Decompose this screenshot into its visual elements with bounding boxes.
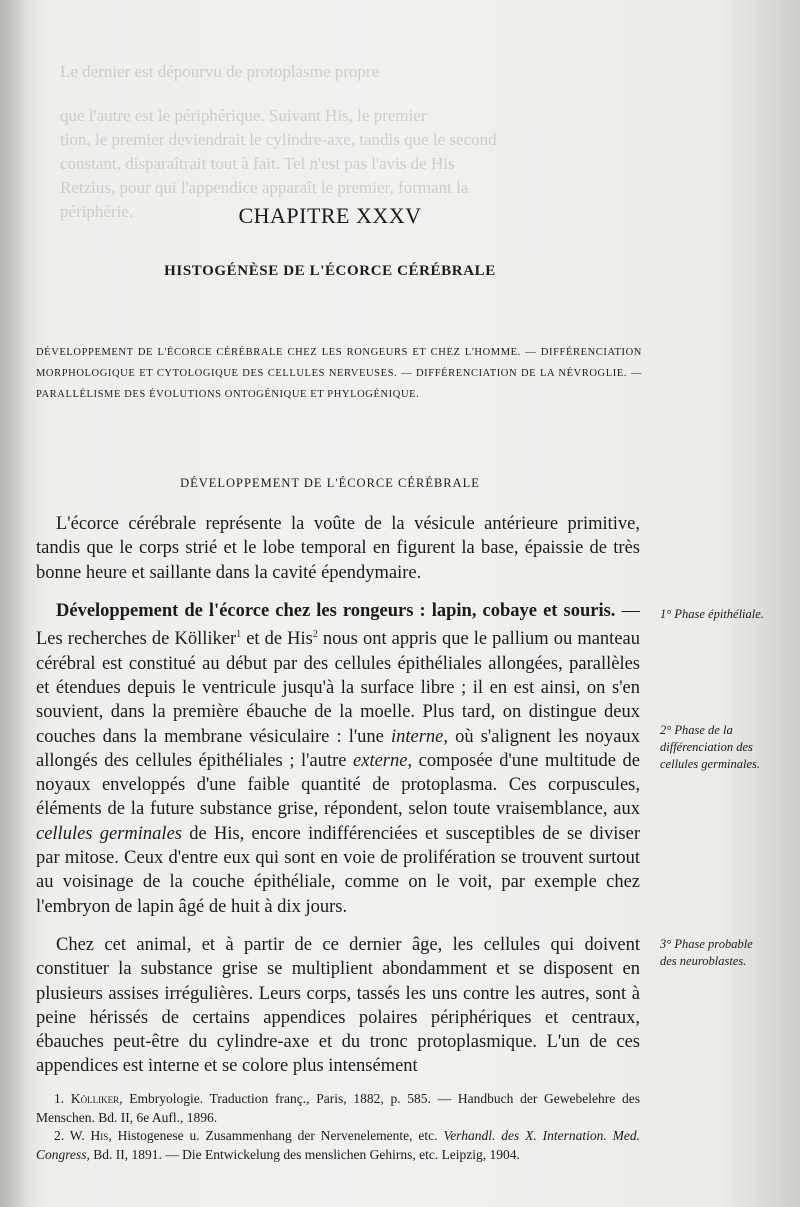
footnote-author: His xyxy=(90,1128,109,1143)
binding-shadow xyxy=(0,0,30,1207)
chapter-summary: DÉVELOPPEMENT DE L'ÉCORCE CÉRÉBRALE CHEZ LES RONGEURS ET CHEZ L'HOMME. — DIFFÉRENCIATION MORPHOLOGIQUE ET CYTOLOGIQUE DES CELLULES NERVEUSES. — DIFFÉRENCIATION DE LA NÉVROGLIE. — PARALLÉLISME DES ÉVOLUTIONS ONTOGÉNIQUE ET PHYLOGÉNIQUE. xyxy=(36,347,642,400)
footnote-number: 1. xyxy=(54,1091,71,1106)
term-germinales: cellules germinales xyxy=(36,823,182,844)
footnote-ref: 1 xyxy=(236,629,242,641)
marginal-note: 2° Phase de la différenciation des cellules germinales. xyxy=(660,723,760,771)
paragraph xyxy=(36,599,640,919)
footnote-text: , Embryologie. Traduction franç., Paris, 1882, p. 585. — Handbuch der Gewebelehre des Menschen. Bd. II, 6e Aufl., 1896. xyxy=(36,1091,640,1125)
bleed-through-line: que l'autre est le périphérique. Suivant His, le premier xyxy=(60,106,427,125)
term-interne: interne xyxy=(390,726,444,747)
text-run: — Les recherches de Kölliker xyxy=(36,600,640,650)
footnote-text: , Bd. II, 1891. — Die Entwickelung des menslichen Gehirns, etc. Leipzig, 1904. xyxy=(86,1146,520,1162)
footnote-author: Kölliker xyxy=(70,1091,120,1106)
footnote-ref: 2 xyxy=(312,629,318,641)
footnote xyxy=(36,1090,640,1127)
bleed-through-line: Le dernier est dépourvu de protoplasme propre xyxy=(60,62,380,81)
bleed-through-line: Retzius, pour qui l'appendice apparaît le premier, formant la xyxy=(60,178,469,197)
footnote-journal: Verhandl. des X. Internation. Med. Congress xyxy=(36,1128,640,1162)
marginal-note: 3° Phase probable des neuroblastes. xyxy=(660,937,753,968)
bleed-through-line: périphérie. xyxy=(60,202,134,221)
text-run: de His, encore indifférenciées et susceptibles de se diviser par mitose. Ceux d'entre eux qui sont en voie de prolifération se trouvent surtout au voisinage de la couche épithéliale, comme on le voit, par exemple chez l'embryon de lapin âgé de huit à dix jours. xyxy=(36,823,640,917)
bleed-through-line: constant, disparaîtrait tout à fait. Tel n'est pas l'avis de His xyxy=(60,154,455,173)
paragraph: L'écorce cérébrale représente la voûte de la vésicule antérieure primitive, tandis que le corps strié et le lobe temporal en figurent la base, épaissie de très bonne heure et saillante dans la cavité épendymaire. xyxy=(36,514,640,583)
bleed-through-line: tion, le premier deviendrait le cylindre-axe, tandis que le second xyxy=(60,130,497,149)
text-run: , où s'alignent les noyaux allongés des cellules épithéliales ; l'autre xyxy=(36,726,640,771)
footnote-text: , Histogenese u. Zusammenhang der Nervenelemente, etc. xyxy=(108,1128,444,1143)
body-text xyxy=(36,512,640,1079)
paragraph-lead: Développement de l'écorce chez les rongeurs : lapin, cobaye et souris. xyxy=(56,600,616,621)
chapter-number: CHAPITRE XXXV xyxy=(238,203,422,228)
text-run: et de His xyxy=(241,629,313,650)
footnote-number: 2. W. xyxy=(54,1128,91,1143)
footnote xyxy=(36,1127,640,1164)
marginal-note: 1° Phase épithéliale. xyxy=(660,607,764,621)
footnotes xyxy=(36,1090,640,1164)
paragraph: Chez cet animal, et à partir de ce dernier âge, les cellules qui doivent constituer la substance grise se multiplient abondamment et se disposent en plusieurs assises irrégulières. Leurs corps, tassés les uns contre les autres, sont à peine hérissés de certains appendices polaires périphériques et centraux, ébauches peut-être du cylindre-axe et du tronc protoplasmique. L'un de ces appendices est interne et se colore plus intensément xyxy=(36,934,640,1077)
chapter-title: HISTOGÉNÈSE DE L'ÉCORCE CÉRÉBRALE xyxy=(164,263,496,279)
text-run: , composée d'une multitude de noyaux enveloppés d'une faible quantité de protoplasma. Ces corpuscules, éléments de la future substance grise, répondent, selon toute vraisemblance, aux xyxy=(36,750,640,820)
term-externe: externe xyxy=(353,750,408,771)
section-heading: DÉVELOPPEMENT DE L'ÉCORCE CÉRÉBRALE xyxy=(180,476,480,490)
text-run: nous ont appris que le pallium ou manteau cérébral est constitué au début par des cellules épithéliales allongées, parallèles et étendues depuis le ventricule jusqu'à la surface libre ; il en est ainsi, on s'en souvient, dans la première ébauche de la moelle. Plus tard, on distingue deux couches dans la membrane vésiculaire : l'une xyxy=(36,629,640,747)
